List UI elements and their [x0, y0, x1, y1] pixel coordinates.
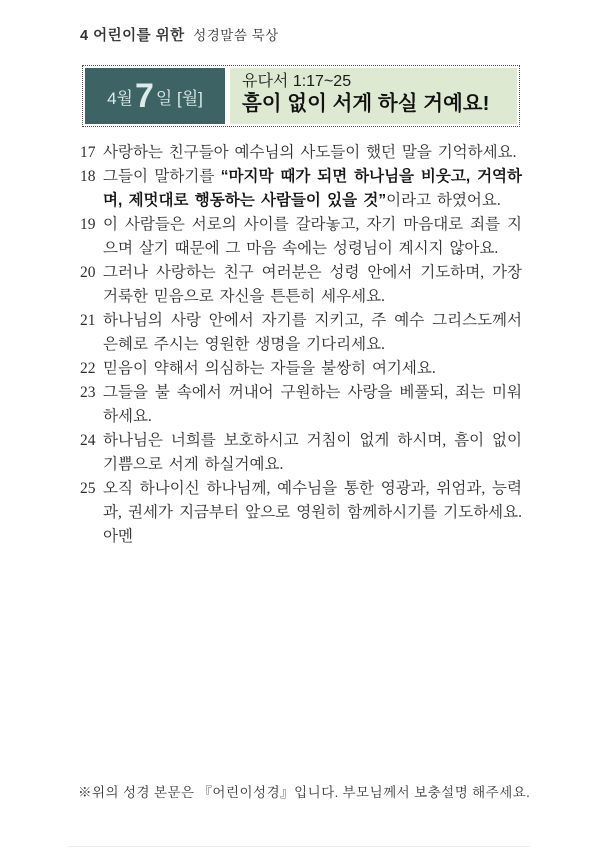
- verse-text: [103, 309, 522, 357]
- verse-row: [80, 213, 522, 261]
- devotion-header: [82, 65, 520, 127]
- date-day: 7: [134, 77, 154, 115]
- verse-number: 22: [80, 360, 96, 377]
- verse-text: [103, 213, 522, 261]
- series-subtitle: 성경말씀 묵상: [193, 28, 279, 43]
- verse-row: [80, 309, 522, 357]
- verse-row: [80, 141, 522, 165]
- verse-text: [103, 381, 522, 429]
- title-box: [230, 68, 517, 124]
- verse-text-segment: 그러나 사랑하는 친구 여러분은 성령 안에서 기도하며, 가장 거룩한 믿음으로 자신을 튼튼히 세우세요.: [103, 264, 522, 305]
- verse-number: 21: [80, 312, 96, 329]
- date-day-of-week: 일 [월]: [155, 88, 203, 108]
- verse-text-segment: 그들을 불 속에서 꺼내어 구원하는 사랑을 베풀되, 죄는 미워하세요.: [103, 384, 522, 425]
- verse-text: [103, 261, 522, 309]
- verse-text-segment: 하나님의 사랑 안에서 자기를 지키고, 주 예수 그리스도께서 은혜로 주시는 영원한 생명을 기다리세요.: [103, 312, 522, 353]
- page-header: [80, 24, 279, 45]
- page-bottom-edge: [68, 846, 530, 847]
- verse-number: 24: [80, 432, 96, 449]
- footer-note: ※위의 성경 본문은 『어린이성경』입니다. 부모님께서 보충설명 해주세요.: [78, 785, 531, 800]
- verse-row: [80, 357, 522, 381]
- devotion-title: 흠이 없이 서게 하실 거예요!: [242, 92, 490, 116]
- verse-text: [103, 141, 522, 165]
- verse-text: [103, 357, 522, 381]
- verse-number: 23: [80, 384, 96, 401]
- verse-text: [103, 429, 522, 477]
- date-month: 4월: [107, 88, 133, 108]
- verse-row: [80, 381, 522, 429]
- page-number-and-series-title: 4 어린이를 위한: [80, 28, 185, 44]
- verse-row: [80, 429, 522, 477]
- verse-text-segment: 이 사람들은 서로의 사이를 갈라놓고, 자기 마음대로 죄를 지으며 살기 때문에 그 마음 속에는 성령님이 계시지 않아요.: [103, 216, 522, 257]
- verse-row: [80, 477, 522, 549]
- verse-text-segment: 그들이 말하기를: [103, 168, 221, 185]
- verse-number: 17: [80, 144, 96, 161]
- verse-list: [80, 141, 522, 549]
- verse-text: [103, 165, 522, 213]
- verse-text-emphasis: “마지막 때가 되면 하나님을 비웃고, 거역하며, 제멋대로 행동하는 사람들이 있을 것”: [103, 168, 522, 209]
- verse-text-segment: 이라고 하였어요.: [386, 192, 501, 209]
- verse-text-segment: 하나님은 너희를 보호하시고 거침이 없게 하시며, 흠이 없이 기쁨으로 서게 하실거예요.: [103, 432, 522, 473]
- verse-text-segment: 믿음이 약해서 의심하는 자들을 불쌍히 여기세요.: [103, 360, 436, 377]
- verse-number: 18: [80, 168, 96, 185]
- verse-text-segment: 사랑하는 친구들아 예수님의 사도들이 했던 말을 기억하세요.: [103, 144, 517, 161]
- verse-number: 20: [80, 264, 96, 281]
- verse-text: [103, 477, 522, 549]
- date-box: [85, 68, 225, 124]
- verse-number: 25: [80, 480, 96, 497]
- verse-row: [80, 261, 522, 309]
- verse-row: [80, 165, 522, 213]
- verse-text-segment: 오직 하나이신 하나님께, 예수님을 통한 영광과, 위엄과, 능력과, 권세가 지금부터 앞으로 영원히 함께하시기를 기도하세요. 아멘: [103, 480, 522, 545]
- verse-number: 19: [80, 216, 96, 233]
- scripture-reference: 유다서 1:17~25: [242, 73, 352, 90]
